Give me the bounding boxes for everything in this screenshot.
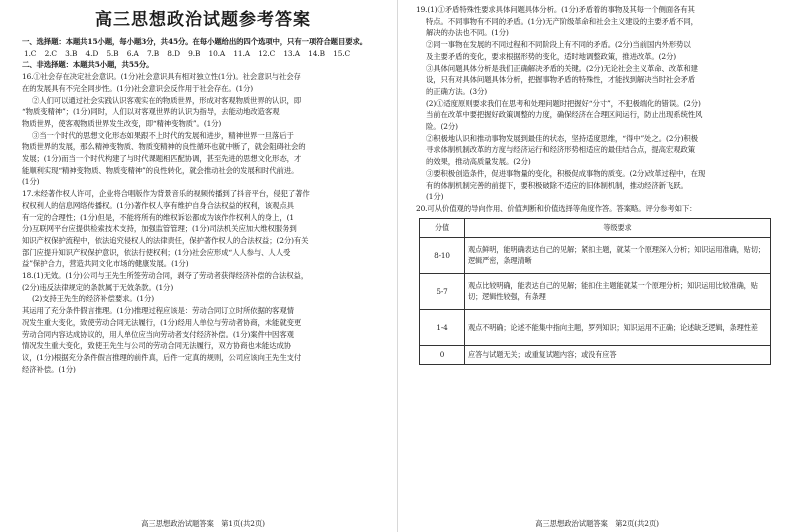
table-row (420, 309, 771, 345)
q16-line: 发展；(1分)而当一个时代构建了与时代课题相匹配协调，甚至先进的思想文化形态，才 (22, 154, 302, 164)
q18-line: (2分)违反法律规定的条款属于无效条款。(1分) (22, 282, 174, 292)
q19-line: ②积极地认识和推动事物发展到最佳的状态，坚持适度思维，“得中”处之。(2分)积极 (426, 133, 698, 143)
page-2 (416, 0, 778, 532)
q19-line: 特点。不同事物有不同的矛盾。(1分)无产阶级革命和社会主义建设的主要矛盾不同， (426, 16, 698, 26)
q18-line: 情况发生重大变化，致使王先生与公司的劳动合同无法履行，双方协商也未能达成协 (22, 341, 292, 351)
q19-line: 有的体制机制完善的前提下，要积极破除不适应的旧体制机制，推动经济新飞跃。 (426, 180, 688, 190)
q18-line: 经济补偿。(1分) (22, 364, 76, 374)
q19-line: 及主要矛盾的变化，要求根据形势的变化，适时地调整政策，推进改革。(2分) (426, 51, 677, 61)
score-cell: 0 (420, 345, 465, 364)
q17-line: 知识产权保护流程中，依法追究侵权人的法律责任，保护著作权人的合法权益；(2分)有关 (22, 235, 309, 245)
q19-line: 的正确方法。(3分) (426, 86, 488, 96)
q19-line: 寻求体制机制改革的方度与经济运行和经济形势相适应的最佳结合点，提高宏观政策 (426, 145, 696, 155)
part2-header: 二、非选择题：本题共5小题，共55分。 (22, 60, 154, 70)
q20-intro: 20.可从价值观的导向作用、价值判断和价值选择等角度作答。答案略。评分参考如下： (416, 203, 697, 213)
part1-header: 一、选择题：本题共15小题，每小题3分，共45分。在每小题给出的四个选项中，只有一项符合题目要求。 (22, 37, 368, 46)
q19-line: (2)①适度原则要求我们在思考和处理问题时把握好“分寸”，不犯极端化的错误。(2分) (426, 98, 701, 108)
q19-line: 设，只有对具体问题具体分析，把握事物矛盾的特殊性，才能找到解决当时社会矛盾 (426, 75, 696, 85)
q18-line: 况发生重大变化，致使劳动合同无法履行，(1分)经用人单位与劳动者协商，未能就变更 (22, 317, 302, 327)
q16-line: ②人们可以通过社会实践认识客观实在的物质世界，形成对客观物质世界的认识，即 (32, 95, 302, 105)
page-1 (22, 0, 384, 532)
q19-line: 19.(1)①矛盾特殊性要求具体问题具体分析。(1分)矛盾着的事物及其每一个侧面各有其 (416, 5, 695, 14)
q19-line: ②同一事物在发展的不同过程和不同阶段上有不同的矛盾。(2分)当前国内外形势以 (426, 40, 691, 50)
q16-line: “物质变精神”；(1分)同时，人们以对客观世界的认识为指导，去能动地改造客观 (22, 107, 280, 117)
question-19 (416, 4, 778, 203)
q19-line: 的效果，推动高质量发展。(2分) (426, 157, 531, 167)
q16-line: 能顺利实现“精神变物质、物质变精神”的良性转化，就会推动社会的发展和时代前进。 (22, 165, 299, 175)
table-row (420, 273, 771, 309)
q19-line: ③要积极创造条件，促进事物量的变化，积极促成事物的质变。(2分)改革过程中，在现 (426, 168, 706, 178)
q17-line: 部门应提升知识产权保护意识，依法行使权利；(1分)社会应形成“人人参与、人人受 (22, 247, 291, 257)
grading-table-header (420, 218, 771, 237)
requirement-cell: 观点不明确；论述不能集中指向主题，罗列知识；知识运用不正确；论述缺乏逻辑，条理性差 (465, 309, 771, 345)
grading-table (419, 218, 771, 365)
score-cell: 5-7 (420, 273, 465, 309)
q18-line: (2)支持王先生的经济补偿要求。(1分) (32, 294, 155, 304)
choice-answers: 1.C 2.C 3.B 4.D 5.B 6.A 7.B 8.D 9.B 10.A 11.A 12.C 13.A 14.B 15.C (24, 48, 351, 58)
requirement-cell: 观点鲜明，能明确表达自己的见解；紧扣主题，就某一个原理深入分析；知识运用准确，贴切；逻辑严密，条理清晰 (465, 237, 771, 273)
header-requirement: 等级要求 (465, 218, 771, 237)
question-16 (22, 71, 384, 188)
question-20 (416, 203, 778, 365)
q17-line: 有一定的合理性；(1分)但是，不能将所有的维权诉讼都成为该作作权利人的身上，(1 (22, 212, 294, 222)
q19-line: ③具体问题具体分析是我们正确解决矛盾的关键。(2分)无论社会主义革命、改革和建 (426, 63, 698, 73)
requirement-cell: 应答与试题无关；或重复试题内容；或没有应答 (465, 345, 771, 364)
page-footer: 高三思想政治试题答案 第2页(共2页) (535, 519, 659, 528)
page-footer: 高三思想政治试题答案 第1页(共2页) (141, 519, 265, 528)
q19-line: 解决的办法也不同。(1分) (426, 28, 509, 38)
header-score: 分值 (420, 218, 465, 237)
q17-line: 权权利人的信息网络传播权。(1分)著作权人享有维护自身合法权益的权利，该观点具 (22, 200, 294, 210)
table-row (420, 345, 771, 364)
table-row (420, 237, 771, 273)
q18-line: 18.(1)无效。(1分)公司与王先生所签劳动合同，剥夺了劳动者获得经济补偿的合法权益， (22, 271, 309, 281)
q17-line: 17.未经著作权人许可，企业将合唱版作为背景音乐的视频传播到了抖音平台，侵犯了著作 (22, 189, 310, 199)
question-17 (22, 188, 384, 270)
score-cell: 8-10 (420, 237, 465, 273)
q16-line: 物质世界的发展，那么精神变物质、物质变精神的良性循环也就中断了，就会阻碍社会的 (22, 142, 306, 152)
q16-line: ③当一个时代的思想文化形态如果跟不上时代的发展和进步，精神世界一旦落后于 (32, 130, 294, 140)
page-title: 高三思想政治试题参考答案 (95, 10, 311, 30)
page-divider (397, 0, 398, 532)
q16-line: (1分) (22, 177, 40, 187)
q18-line: 劳动合同内容达成协议的，用人单位应当向劳动者支付经济补偿。(1分)案件中因客观 (22, 329, 294, 339)
q16-line: 物质世界，使客观物质世界发生改变，即“精神变物质”。(1分) (22, 118, 222, 128)
q17-line: 分)互联网平台应提供检索技术支持，加强监管管理；(1分)司法机关应加大维权服务到 (22, 224, 297, 234)
q16-line: 在的发展具有不完全同步性。(1分)社会意识会反作用于社会存在。(1分) (22, 83, 254, 93)
q19-line: 当前在改革中要把握好政策调整的力度，确保经济在合理区间运行，防止出现系统性风 (426, 110, 703, 120)
q19-line: (1分) (426, 192, 444, 202)
score-cell: 1-4 (420, 309, 465, 345)
q18-line: 议，(1分)根据充分条件假言推理的前件真，后件一定真的规则，公司应该向王先生支付 (22, 352, 302, 362)
requirement-cell: 观点比较明确，能表达自己的见解；能扣住主题能就某一个原理分析；知识运用比较准确，贴切；逻辑性较强，有条理 (465, 273, 771, 309)
q18-line: 其运用了充分条件假言推理。(1分)推理过程应该是：劳动合同订立时所依据的客观情 (22, 306, 294, 316)
q17-line: 益”保护合力，营造共同文化市场的健康发展。(1分) (22, 259, 189, 269)
question-18 (22, 270, 384, 375)
q19-line: 险。(2分) (426, 122, 458, 132)
q16-line: 16.①社会存在决定社会意识。(1分)社会意识具有相对独立性(1分)。社会意识与社会存 (22, 72, 301, 82)
